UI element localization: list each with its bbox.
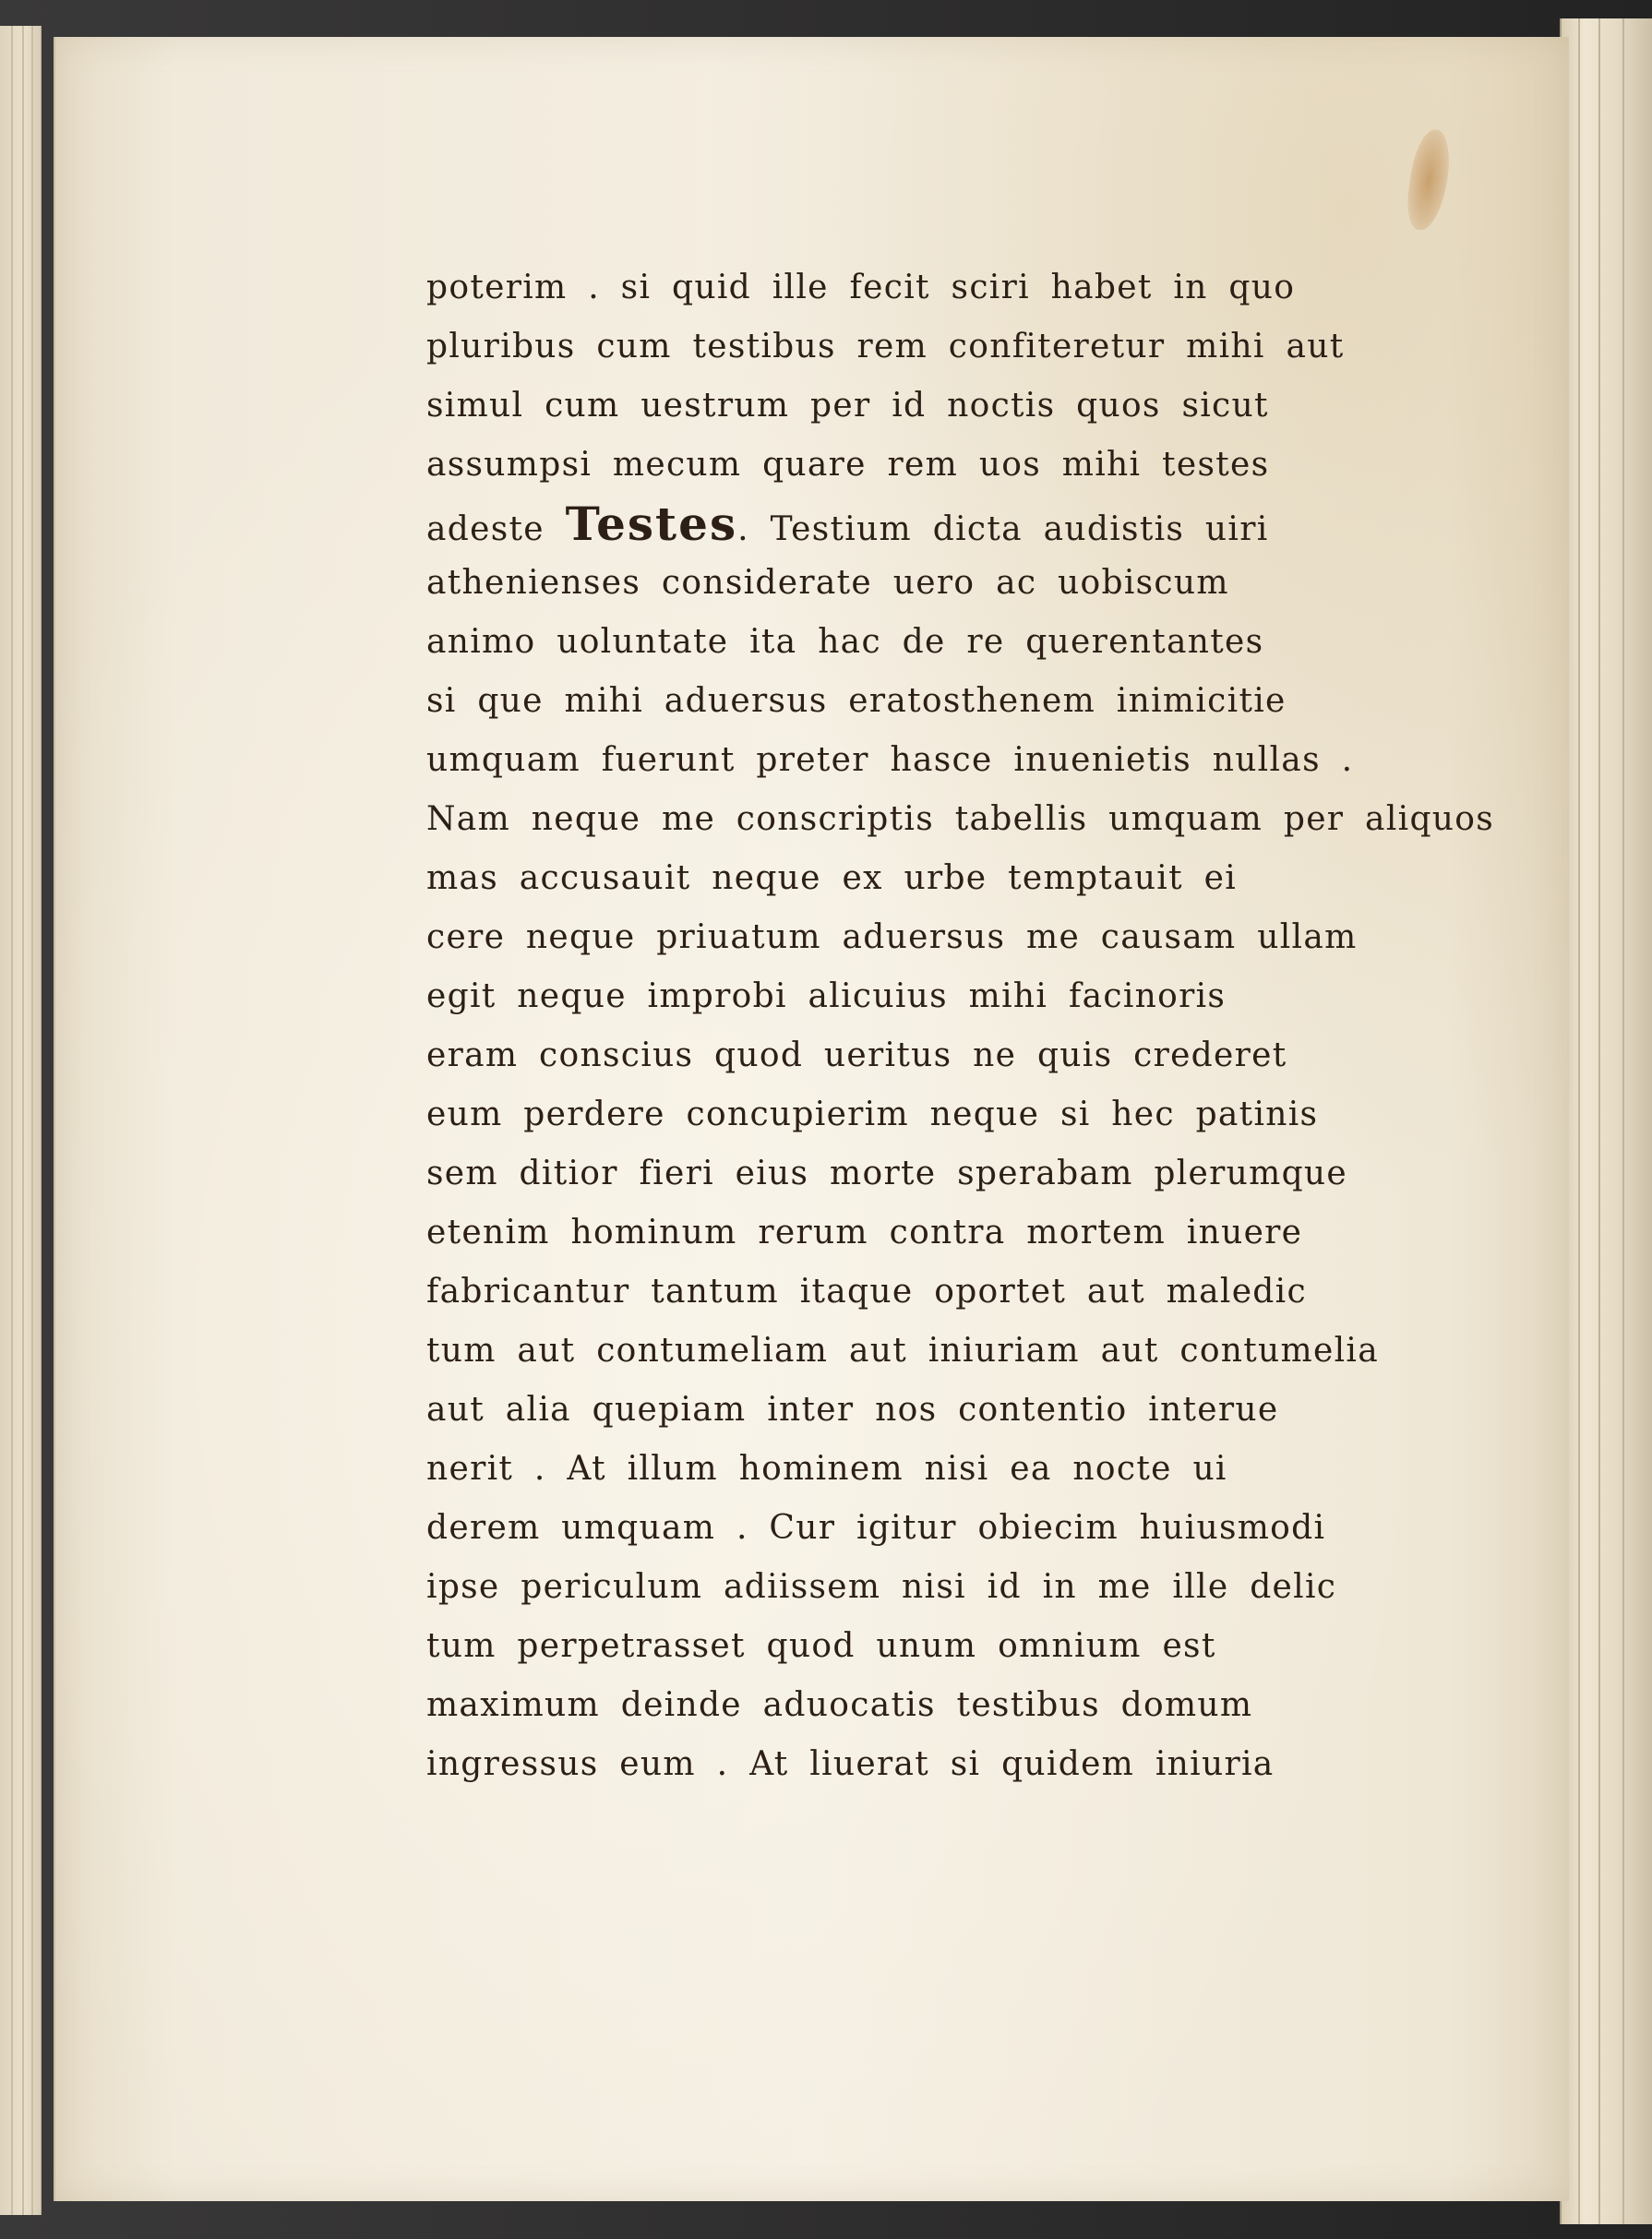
line-text: . Testium dicta audistis uiri bbox=[737, 510, 1269, 548]
manuscript-line: nerit . At illum hominem nisi ea nocte ui bbox=[426, 1450, 1227, 1488]
manuscript-line: ipse periculum adiissem nisi id in me ille delic bbox=[426, 1568, 1337, 1606]
manuscript-line: animo uoluntate ita hac de re querentantes bbox=[426, 623, 1264, 661]
manuscript-line: tum perpetrasset quod unum omnium est bbox=[426, 1627, 1216, 1665]
leaf-edge-line bbox=[31, 26, 33, 2215]
manuscript-line: etenim hominum rerum contra mortem inuere bbox=[426, 1214, 1303, 1251]
manuscript-line: ingressus eum . At liuerat si quidem iniuria bbox=[426, 1745, 1275, 1783]
leaf-edge-line bbox=[1578, 18, 1580, 2224]
manuscript-line: aut alia quepiam inter nos contentio interue bbox=[426, 1391, 1279, 1429]
manuscript-line bbox=[426, 495, 1460, 554]
leaf-edge-line bbox=[22, 26, 24, 2215]
leaf-edge-line bbox=[1622, 18, 1624, 2224]
manuscript-line: fabricantur tantum itaque oportet aut maledic bbox=[426, 1273, 1307, 1311]
manuscript-line: simul cum uestrum per id noctis quos sicut bbox=[426, 387, 1269, 425]
parchment-stain bbox=[1404, 127, 1454, 233]
manuscript-page bbox=[54, 37, 1569, 2201]
manuscript-text-block bbox=[426, 258, 1495, 1794]
manuscript-line: athenienses considerate uero ac uobiscum bbox=[426, 564, 1229, 602]
facing-page-edge bbox=[0, 26, 42, 2215]
manuscript-line: egit neque improbi alicuius mihi facinoris bbox=[426, 977, 1227, 1015]
manuscript-line: umquam fuerunt preter hasce inuenietis nullas . bbox=[426, 741, 1354, 779]
manuscript-line: cere neque priuatum aduersus me causam ullam bbox=[426, 918, 1358, 956]
manuscript-line: eum perdere concupierim neque si hec patinis bbox=[426, 1096, 1319, 1133]
manuscript-line: pluribus cum testibus rem confiteretur mihi aut bbox=[426, 328, 1345, 365]
line-text: adeste bbox=[426, 510, 566, 548]
manuscript-line: derem umquam . Cur igitur obiecim huiusmodi bbox=[426, 1509, 1326, 1547]
manuscript-line: eram conscius quod ueritus ne quis crederet bbox=[426, 1036, 1287, 1074]
manuscript-line: maximum deinde aduocatis testibus domum bbox=[426, 1686, 1253, 1724]
rubric-heading: Testes bbox=[565, 497, 738, 551]
leaf-edge-line bbox=[1598, 18, 1600, 2224]
leaf-edge-line bbox=[11, 26, 13, 2215]
page-stack-right bbox=[1560, 18, 1652, 2224]
manuscript-line: mas accusauit neque ex urbe temptauit ei bbox=[426, 859, 1238, 897]
manuscript-line: si que mihi aduersus eratosthenem inimicitie bbox=[426, 682, 1287, 720]
manuscript-line: sem ditior fieri eius morte sperabam plerumque bbox=[426, 1155, 1348, 1192]
manuscript-line: assumpsi mecum quare rem uos mihi testes bbox=[426, 446, 1270, 484]
manuscript-line: Nam neque me conscriptis tabellis umquam per aliquos bbox=[426, 800, 1495, 838]
manuscript-line: poterim . si quid ille fecit sciri habet in quo bbox=[426, 269, 1296, 306]
manuscript-line: tum aut contumeliam aut iniuriam aut contumelia bbox=[426, 1332, 1379, 1370]
